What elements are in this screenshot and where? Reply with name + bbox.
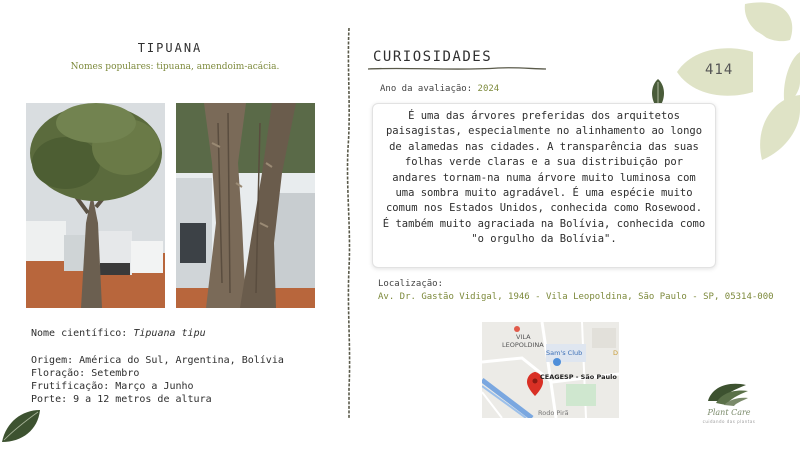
brand-logo-icon [706, 379, 750, 407]
brand-tagline: cuidando das plantas [702, 419, 756, 424]
map-label-road: Rodo Pirã [538, 409, 569, 417]
map-label-edge: D [613, 349, 619, 357]
tree-number-badge: 414 [705, 62, 734, 78]
bottom-leaf-icon [0, 406, 44, 446]
tree-name: TIPUANA [137, 41, 203, 55]
location-map[interactable] [482, 322, 619, 418]
popular-names: Nomes populares: tipuana, amendoim-acácia. [70, 62, 280, 72]
heading-underline [368, 66, 548, 72]
scientific-name-label: Nome científico: [31, 328, 134, 339]
map-label-store: Sam's Club [546, 349, 583, 357]
location-address: Av. Dr. Gastão Vidigal, 1946 - Vila Leopoldina, São Paulo - SP, 05314-000 [378, 292, 774, 302]
map-label-district-1: VILA [516, 333, 531, 341]
location-label: Localização: [378, 279, 444, 289]
tree-size: Porte: 9 a 12 metros de altura [31, 394, 212, 405]
flowering: Floração: Setembro [31, 368, 140, 379]
brand-name: Plant Care [707, 408, 751, 417]
year-value: 2024 [477, 84, 500, 94]
map-label-place: CEAGESP - São Paulo [540, 373, 617, 381]
evaluation-year [380, 84, 499, 94]
description-text: É uma das árvores preferidas dos arquitetos paisagistas, especialmente no alinhamento ao longo de alamedas nas cidades. A transparência das suas folhas verde claras e a sua distribuição por andares tornam-na numa árvore muito luminosa com uma sombra muito agradável. É uma espécie muito comum nos Estados Unidos, conhecida como Rosewood. É também muito agraciada na Bolívia, conhecida como "o orgulho da Bolívia". [382, 110, 706, 246]
scientific-name-value: Tipuana tipu [133, 328, 206, 339]
trunk-photo [176, 103, 315, 308]
curiosities-heading: CURIOSIDADES [373, 49, 493, 65]
description-box [372, 103, 716, 268]
tree-photo [26, 103, 165, 308]
scientific-name [31, 328, 206, 340]
vertical-divider [344, 28, 354, 428]
year-label: Ano da avaliação: [380, 84, 478, 94]
fruiting: Frutificação: Março a Junho [31, 381, 194, 392]
map-label-district-2: LEOPOLDINA [502, 341, 544, 349]
origin: Origem: América do Sul, Argentina, Bolívia [31, 355, 284, 366]
